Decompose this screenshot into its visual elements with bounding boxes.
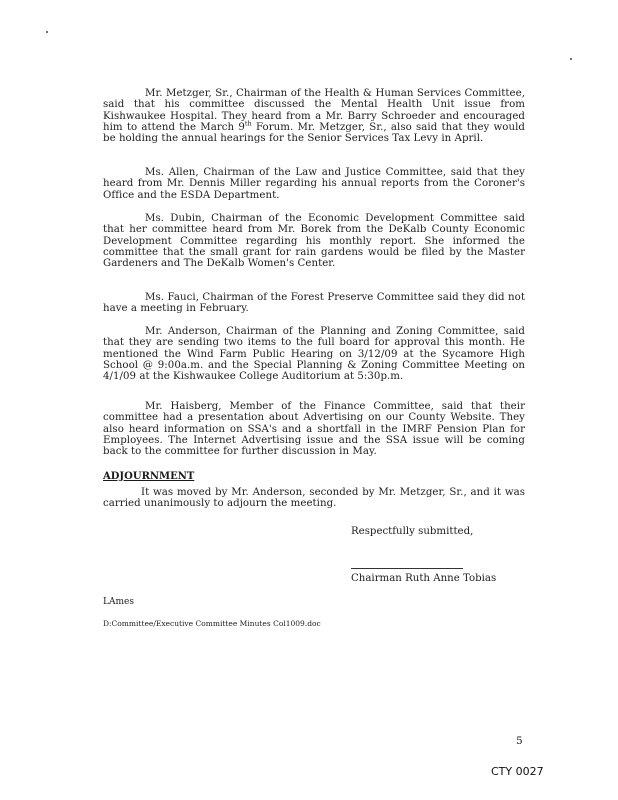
paragraph-forest-preserve bbox=[103, 292, 525, 315]
paragraph-economic-development bbox=[103, 213, 525, 269]
typist-initials: LAmes bbox=[103, 597, 134, 607]
paragraph-text: Ms. Dubin, Chairman of the Economic Development Committee said that her committee heard from Mr. Borek from the DeKalb County Economic Development Committee regarding his monthly report. She informed the committee that the small grant for rain gardens would be filed by the Master Gardeners and The DeKalb Women's Center. bbox=[103, 213, 525, 270]
paragraph-law-justice bbox=[103, 167, 525, 201]
superscript: th bbox=[244, 119, 252, 128]
paragraph-finance bbox=[103, 401, 525, 457]
page-number: 5 bbox=[516, 735, 523, 747]
paragraph-planning-zoning bbox=[103, 326, 525, 382]
scan-speck bbox=[570, 58, 572, 60]
bates-number: CTY 0027 bbox=[491, 765, 544, 778]
paragraph-text: Ms. Allen, Chairman of the Law and Justice Committee, said that they heard from Mr. Dennis Miller regarding his annual reports from the Coroner's Office and the ESDA Department. bbox=[103, 167, 525, 201]
paragraph-text: Mr. Metzger, Sr., Chairman of the Health & Human Services Committee, said that his committee discussed the Mental Health Unit issue from Kishwaukee Hospital. They heard from a Mr. Barry Schroeder and encouraged him to attend the March 9 bbox=[103, 88, 525, 133]
paragraph-text: Ms. Fauci, Chairman of the Forest Preserve Committee said they did not have a meeting in February. bbox=[103, 292, 525, 315]
paragraph-text: Mr. Anderson, Chairman of the Planning and Zoning Committee, said that they are sending two items to the full board for approval this month. He mentioned the Wind Farm Public Hearing on 3/12/09 at the Sycamore High School @ 9:00a.m. and the Special Planning & Zoning Committee Meeting on 4/1/09 at the Kishwaukee College Auditorium at 5:30p.m. bbox=[103, 326, 525, 383]
scan-speck bbox=[46, 31, 48, 33]
adjournment-heading: ADJOURNMENT bbox=[103, 471, 195, 482]
paragraph-health-committee bbox=[103, 88, 525, 144]
signatory-name: Chairman Ruth Anne Tobias bbox=[351, 573, 497, 584]
adjournment-text: It was moved by Mr. Anderson, seconded by Mr. Metzger, Sr., and it was carried unanimously to adjourn the meeting. bbox=[103, 487, 525, 510]
paragraph-text: Mr. Haisberg, Member of the Finance Committee, said that their committee had a presentation about Advertising on our County Website. They also heard information on SSA's and a shortfall in the IMRF Pension Plan for Employees. The Internet Advertising issue and the SSA issue will be coming back to the committee for further discussion in May. bbox=[103, 401, 525, 458]
file-path: D:Committee/Executive Committee Minutes Col1009.doc bbox=[103, 619, 321, 628]
paragraph-text: Forum. Mr. Metzger, Sr., also said that they would be holding the annual hearings for the Senior Services Tax Levy in April. bbox=[103, 121, 525, 145]
signature-line bbox=[351, 568, 463, 569]
closing-salutation: Respectfully submitted, bbox=[351, 526, 474, 537]
